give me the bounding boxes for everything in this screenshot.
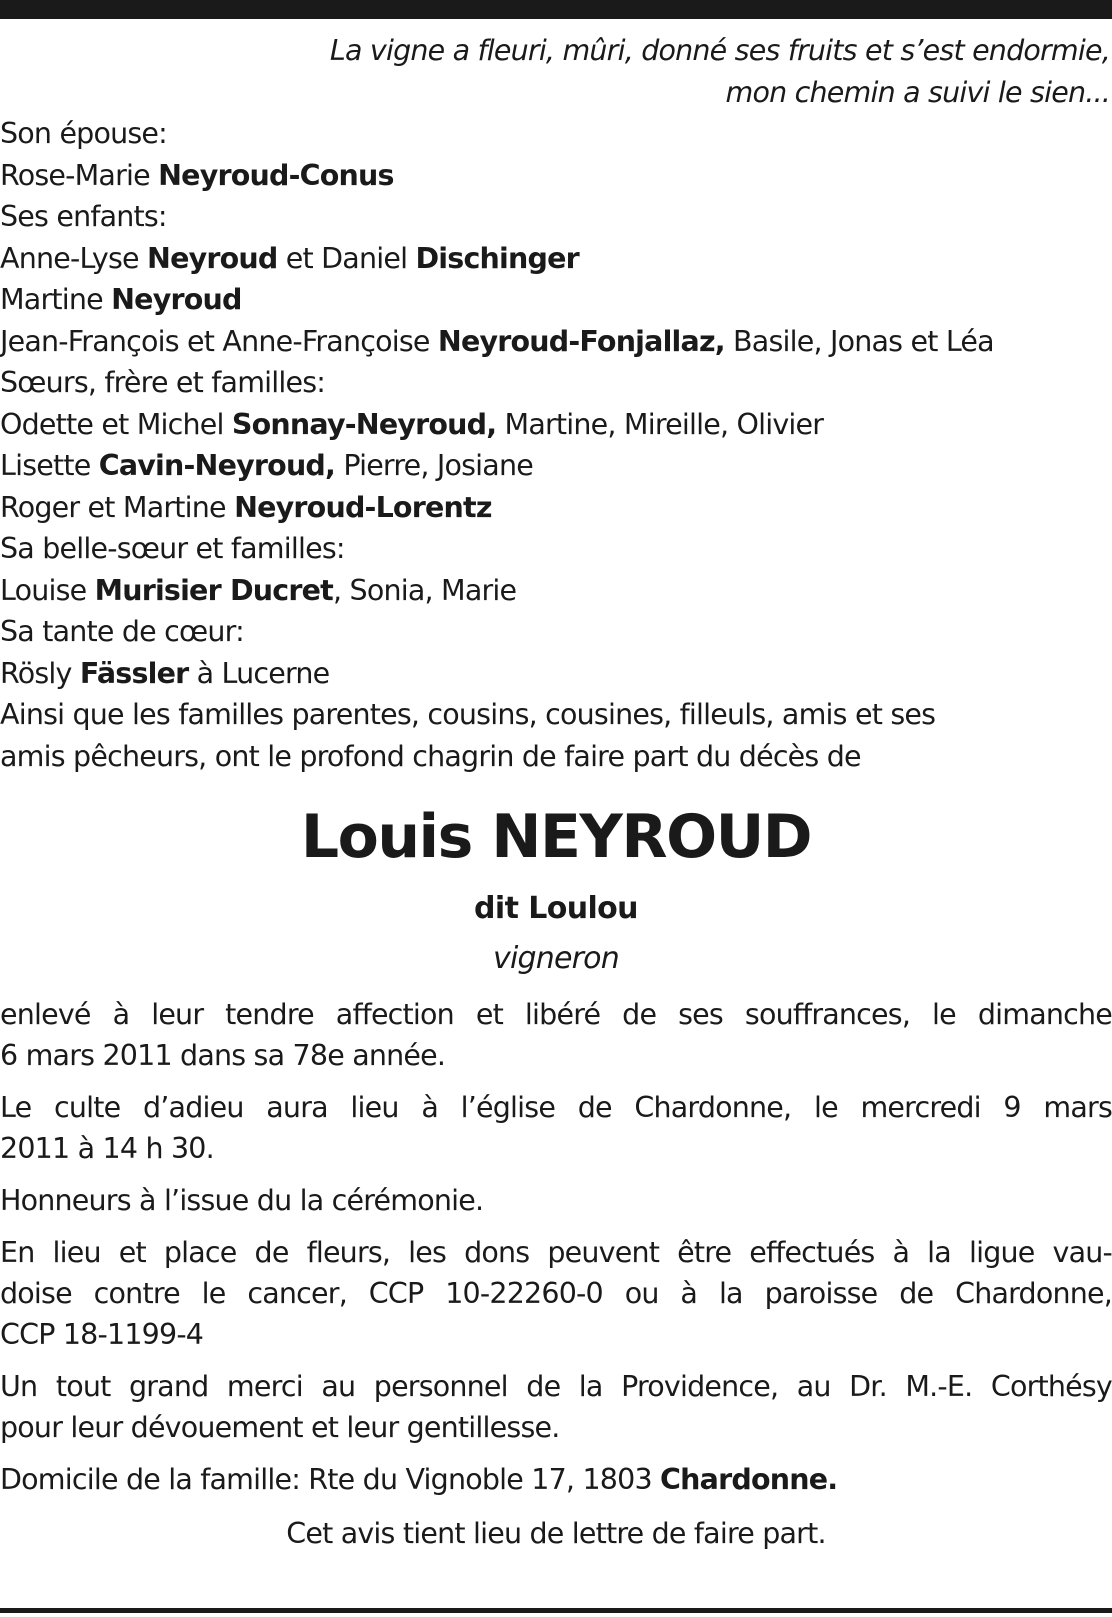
family-text: Roger et Martine <box>0 490 235 524</box>
family-line <box>0 445 1112 487</box>
epigraph <box>0 30 1112 113</box>
family-text: et Daniel <box>277 241 416 275</box>
closing-note: Cet avis tient lieu de lettre de faire part. <box>286 1517 826 1550</box>
family-line <box>0 736 1112 778</box>
family-text: Rösly <box>0 656 80 690</box>
family-line <box>0 653 1112 695</box>
family-surname: Fässler <box>79 656 189 690</box>
text-line: 2011 à 14 h 30. <box>0 1132 214 1165</box>
family-line <box>0 113 1112 155</box>
deceased-nickname: dit Loulou <box>474 891 638 926</box>
family-address <box>0 1459 1112 1500</box>
family-surname: Murisier Ducret <box>94 573 334 607</box>
family-text: Jean-François et Anne-Françoise <box>0 324 438 358</box>
thanks <box>0 1366 1112 1448</box>
family-surname: Cavin-Neyroud, <box>98 449 336 482</box>
family-text: Odette et Michel <box>0 407 232 441</box>
family-text: Martine, Mireille, Olivier <box>496 407 824 441</box>
address-text: Domicile de la famille: Rte du Vignoble 17, 1803 <box>0 1463 661 1496</box>
funeral-service <box>0 1087 1112 1169</box>
family-line <box>0 362 1112 404</box>
family-surname: Dischinger <box>415 241 579 275</box>
family-list <box>0 113 1112 777</box>
family-line <box>0 611 1112 653</box>
family-text: Ses enfants: <box>0 200 167 233</box>
family-line <box>0 155 1112 197</box>
epigraph-line-1: La vigne a fleuri, mûri, donné ses fruits et s’est endormie, <box>329 34 1110 67</box>
donations <box>0 1232 1112 1355</box>
text-line: En lieu et place de fleurs, les dons peuvent être effectués à la ligue vau- <box>0 1236 1112 1269</box>
bottom-rule <box>0 1608 1112 1613</box>
family-line <box>0 570 1112 612</box>
family-line <box>0 694 1112 736</box>
family-text: Rose-Marie <box>0 158 159 192</box>
family-line <box>0 279 1112 321</box>
family-line <box>0 321 1112 363</box>
family-text: Lisette <box>0 449 99 482</box>
text-line: CCP 18-1199-4 <box>0 1318 204 1351</box>
top-rule <box>0 0 1112 19</box>
family-text: Sa belle-sœur et familles: <box>0 532 345 565</box>
family-text: Son épouse: <box>0 117 167 150</box>
family-text: Ainsi que les familles parentes, cousins, cousines, filleuls, amis et ses <box>0 698 936 731</box>
family-surname: Neyroud <box>147 241 278 275</box>
family-text: Martine <box>0 283 112 316</box>
epigraph-line-2: mon chemin a suivi le sien... <box>725 75 1110 109</box>
family-text: Sa tante de cœur: <box>0 615 244 648</box>
family-surname: Neyroud-Lorentz <box>234 490 492 524</box>
family-text: Pierre, Josiane <box>335 449 533 482</box>
notice-content <box>0 30 1112 1554</box>
death-announcement <box>0 994 1112 1076</box>
family-text: , Sonia, Marie <box>333 573 517 607</box>
text-line <box>0 1459 1112 1500</box>
address-town: Chardonne. <box>660 1463 838 1496</box>
family-text: Basile, Jonas et Léa <box>724 324 994 358</box>
honours <box>0 1180 1112 1221</box>
deceased-name: Louis NEYROUD <box>300 802 812 872</box>
text-line: enlevé à leur tendre affection et libéré de ses souffrances, le dimanche <box>0 998 1112 1031</box>
family-text: amis pêcheurs, ont le profond chagrin de faire part du décès de <box>0 739 861 773</box>
text-line: pour leur dévouement et leur gentillesse. <box>0 1411 560 1444</box>
family-text: Sœurs, frère et familles: <box>0 366 326 399</box>
family-line <box>0 238 1112 280</box>
family-text: à Lucerne <box>188 656 330 690</box>
family-surname: Neyroud-Conus <box>158 158 394 192</box>
family-line <box>0 404 1112 446</box>
text-line: Un tout grand merci au personnel de la Providence, au Dr. M.-E. Corthésy <box>0 1370 1112 1403</box>
family-text: Anne-Lyse <box>0 241 148 275</box>
family-surname: Neyroud-Fonjallaz, <box>437 324 725 358</box>
family-line <box>0 196 1112 238</box>
text-line: Le culte d’adieu aura lieu à l’église de Chardonne, le mercredi 9 mars <box>0 1091 1112 1124</box>
deceased-occupation: vigneron <box>493 941 619 976</box>
family-surname: Sonnay-Neyroud, <box>231 407 497 441</box>
text-line: Honneurs à l’issue du la cérémonie. <box>0 1184 484 1217</box>
family-line <box>0 528 1112 570</box>
text-line: 6 mars 2011 dans sa 78e année. <box>0 1039 446 1072</box>
family-surname: Neyroud <box>111 283 242 316</box>
family-text: Louise <box>0 573 95 607</box>
text-line: doise contre le cancer, CCP 10-22260-0 ou à la paroisse de Chardonne, <box>0 1277 1112 1310</box>
family-line <box>0 487 1112 529</box>
